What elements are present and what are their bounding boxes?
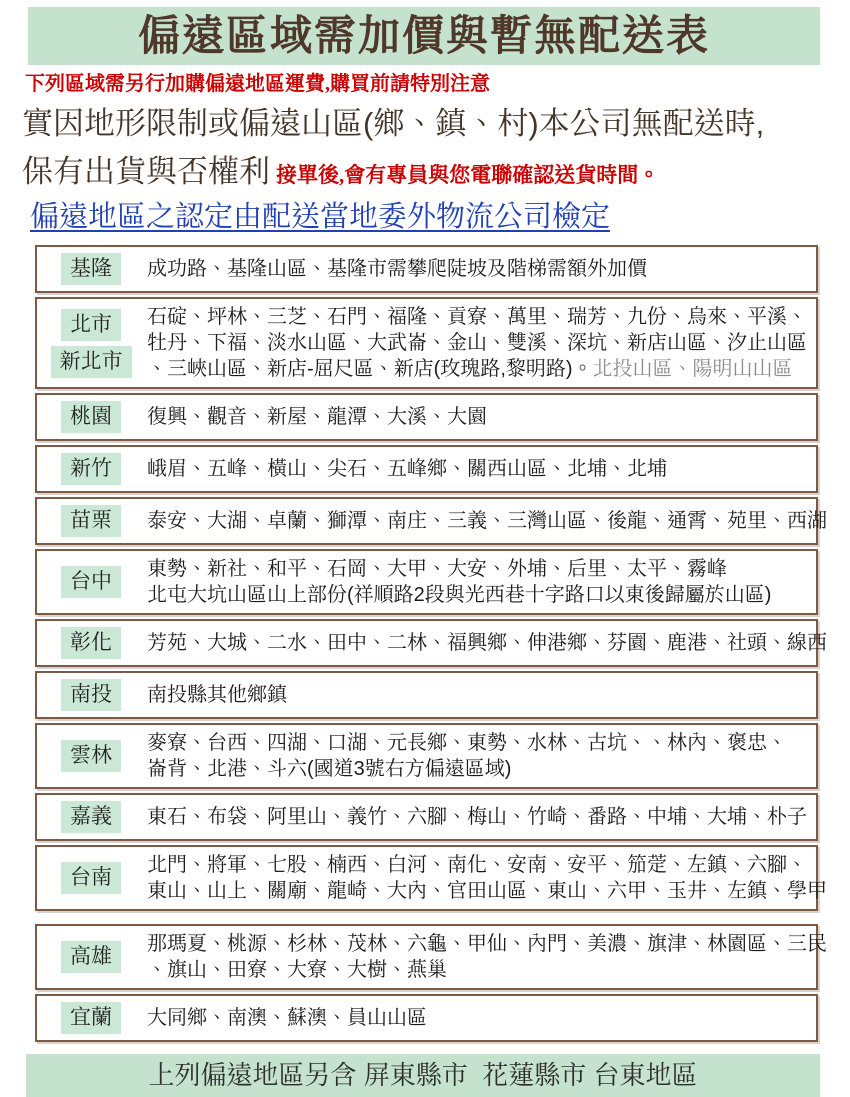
region-areas [147,556,808,608]
table-row [35,245,818,293]
region-areas-line [147,756,808,782]
region-areas-line [147,556,808,582]
region-label-column [47,453,135,485]
region-areas-text: 北屯大坑山區山上部份(祥順路2段與光西巷十字路口以東後歸屬於山區) [147,584,772,606]
table-row [35,924,827,990]
table-row [35,845,827,911]
region-label-column [47,740,135,772]
region-areas-text: 、三峽山區、新店-屈尺區、新店(玫瑰路,黎明路)。 [147,358,593,380]
region-areas-line [147,356,808,382]
footer-note: 上列偏遠地區另含 屏東縣市 花蓮縣市 台東地區 [26,1054,820,1097]
region-label-column [47,801,135,833]
region-areas-line [147,804,808,830]
region-areas-line [147,456,808,482]
region-areas [147,304,808,382]
region-areas-text: 復興、觀音、新屋、龍潭、大溪、大園 [147,406,487,428]
region-areas-text: 南投縣其他鄉鎮 [147,684,287,706]
table-row [35,549,818,615]
table-row [35,297,818,389]
region-areas-text: 牡丹、下福、淡水山區、大武崙、金山、雙溪、深坑、新店山區、汐止山區 [147,332,807,354]
region-label: 北市 [61,309,121,341]
region-areas-line [147,330,808,356]
region-areas-line [147,304,808,330]
region-areas-line [147,1005,808,1031]
region-areas-line [147,957,827,983]
region-areas [147,1005,808,1031]
region-label: 桃園 [61,401,121,433]
region-areas-line [147,852,827,878]
region-areas-text: 石碇、坪林、三芝、石門、福隆、貢寮、萬里、瑞芳、九份、烏來、平溪、 [147,306,807,328]
table-row [35,393,818,441]
region-areas-text: 崙背、北港、斗六(國道3號右方偏遠區域) [147,758,512,780]
region-label: 台中 [61,566,121,598]
region-areas-text: 芳苑、大城、二水、田中、二林、福興鄉、伸港鄉、芬園、鹿港、社頭、線西 [147,632,827,654]
policy-line2-red-note: 接單後,會有專員與您電聯確認送貨時間。 [276,163,660,187]
table-row [35,793,818,841]
region-areas [147,508,827,534]
region-label: 新竹 [61,453,121,485]
region-label: 雲林 [61,740,121,772]
purchase-warning-text: 下列區域需另行加購偏遠地區運費,購買前請特別注意 [25,73,490,95]
region-label: 基隆 [61,253,121,285]
region-areas [147,256,808,282]
region-label-column [47,862,135,894]
region-label-column [47,309,135,378]
region-label-column [47,401,135,433]
region-areas [147,404,808,430]
region-label: 彰化 [61,627,121,659]
table-row [35,619,827,667]
region-areas [147,852,827,904]
region-areas-text: 泰安、大湖、卓蘭、獅潭、南庄、三義、三灣山區、後龍、通霄、苑里、西湖 [147,510,827,532]
region-areas-text: 大同鄉、南澳、蘇澳、員山山區 [147,1007,427,1029]
region-areas-line [147,404,808,430]
table-row [35,723,818,789]
region-areas-text: 成功路、基隆山區、基隆市需攀爬陡坡及階梯需額外加價 [147,258,647,280]
region-label: 嘉義 [61,801,121,833]
policy-line2-main: 保有出貨與否權利 [22,154,270,189]
policy-line2 [22,150,850,197]
region-label-column [47,253,135,285]
region-areas-text: 麥寮、台西、四湖、口湖、元長鄉、東勢、水林、古坑、、林內、褒忠、 [147,732,787,754]
region-areas-line [147,682,808,708]
policy-line1: 實因地形限制或偏遠山區(鄉、鎮、村)本公司無配送時, [22,106,765,141]
region-label-column [47,679,135,711]
remote-area-surcharge-notice [0,7,850,1090]
table-row [35,994,818,1042]
region-label-column [47,566,135,598]
region-areas-line [147,878,827,904]
region-label: 新北市 [51,346,132,378]
region-label: 南投 [61,679,121,711]
table-row [35,497,827,545]
region-areas-text: 東勢、新社、和平、石岡、大甲、大安、外埔、后里、太平、霧峰 [147,558,727,580]
region-areas-text: 、旗山、田寮、大寮、大樹、燕巢 [147,959,447,981]
region-areas-line [147,582,808,608]
region-areas-line [147,508,827,534]
region-areas-text: 峨眉、五峰、橫山、尖石、五峰鄉、關西山區、北埔、北埔 [147,458,667,480]
region-areas [147,456,808,482]
table-row [35,445,818,493]
region-areas-line [147,931,827,957]
region-label-column [47,505,135,537]
region-label: 宜蘭 [61,1002,121,1034]
region-areas [147,730,808,782]
region-areas [147,682,808,708]
region-areas-line [147,630,827,656]
region-areas [147,804,808,830]
region-areas [147,630,827,656]
logistics-verification-note: 偏遠地區之認定由配送當地委外物流公司檢定 [30,201,611,233]
region-label: 苗栗 [61,505,121,537]
region-table [35,245,827,1042]
region-label: 台南 [61,862,121,894]
region-areas-text: 北門、將軍、七股、楠西、白河、南化、安南、安平、笳萣、左鎮、六腳、 [147,854,807,876]
region-areas-text: 東山、山上、關廟、龍崎、大內、官田山區、東山、六甲、玉井、左鎮、學甲 [147,880,827,902]
region-areas-line [147,256,808,282]
region-areas [147,931,827,983]
region-areas-text: 東石、布袋、阿里山、義竹、六腳、梅山、竹崎、番路、中埔、大埔、朴子 [147,806,807,828]
region-areas-gray-text: 北投山區、陽明山山區 [592,358,793,380]
page-title: 偏遠區域需加價與暫無配送表 [28,7,820,65]
table-row [35,671,818,719]
region-label-column [47,627,135,659]
region-areas-text: 那瑪夏、桃源、杉林、茂林、六龜、甲仙、內門、美濃、旗津、林園區、三民 [147,933,827,955]
region-areas-line [147,730,808,756]
region-label: 高雄 [61,941,121,973]
region-label-column [47,1002,135,1034]
region-label-column [47,941,135,973]
